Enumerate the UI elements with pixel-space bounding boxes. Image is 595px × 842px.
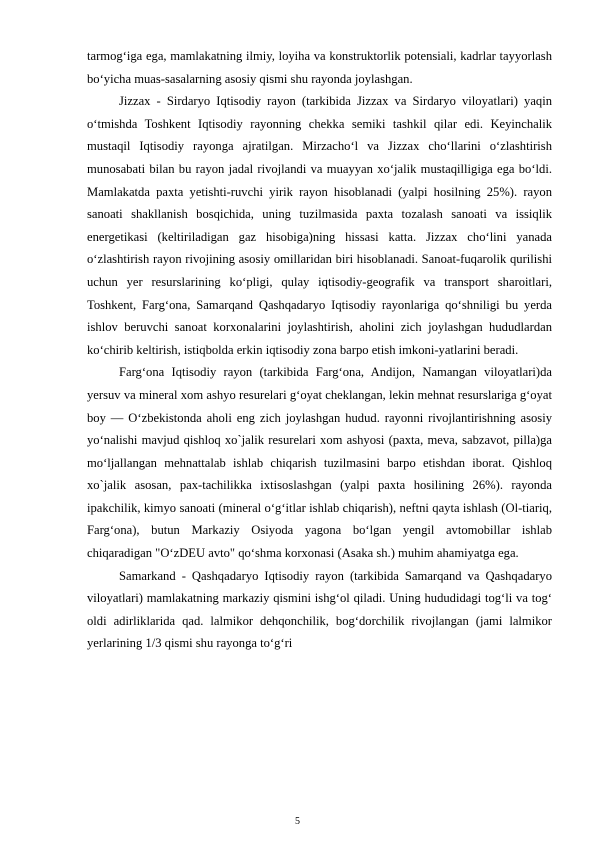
paragraph-continuation: tarmog‘iga ega, mamlakatning ilmiy, loyiha va konstruktorlik potensiali, kadrlar tayyorlash bo‘yicha muas-sasalarning asosiy qismi shu rayonda joylashgan. — [87, 49, 552, 86]
document-body — [87, 45, 552, 655]
paragraph-jizzax-sirdaryo: Jizzax - Sirdaryo Iqtisodiy rayon (tarkibida Jizzax va Sirdaryo viloyatlari) yaqin o‘tmishda Toshkent Iqtisodiy rayonning chekka semiki tashkil qilar edi. Keyinchalik mustaqil Iqtisodiy rayonga ajratilgan. Mirzacho‘l va Jizzax cho‘llarini o‘zlashtirish munosabati bilan bu rayon jadal rivojlandi va muayyan xo‘jalik mustaqilligiga ega bo‘ldi. Mamlakatda paxta yetishti-ruvchi yirik rayon hisoblanadi (yalpi hosilning 25%). rayon sanoati shakllanish bosqichida, uning tuzilmasida paxta tozalash sanoati va issiqlik energetikasi (keltiriladigan gaz hisobiga)ning hissasi katta. Jizzax cho‘lini yanada o‘zlashtirish rayon rivojining asosiy omillaridan biri hisoblanadi. Sanoat-fuqarolik qurilishi uchun yer resurslarining ko‘pligi, qulay iqtisodiy-geografik va transport sharoitlari, Toshkent, Farg‘ona, Samarqand Qashqadaryo Iqtisodiy rayonlariga qo‘shniligi bu yerda ishlov beruvchi sanoat korxonalarini joylashtirish, aholini zich joylashgan hududlardan ko‘chirib keltirish, istiqbolda erkin iqtisodiy zona barpo etish imkoni-yatlarini beradi. — [87, 94, 552, 357]
page-number: 5 — [295, 816, 300, 827]
paragraph-samarkand-qashqadaryo: Samarkand - Qashqadaryo Iqtisodiy rayon (tarkibida Samarqand va Qashqadaryo viloyatlari) mamlakatning markaziy qismini ishg‘ol qiladi. Uning hududidagi tog‘li va tog‘ oldi adirliklarida qad. lalmikor dehqonchilik, bog‘dorchilik rivojlangan (jami lalmikor yerlarining 1/3 qismi shu rayonga to‘g‘ri — [87, 568, 552, 651]
paragraph-fargona: Farg‘ona Iqtisodiy rayon (tarkibida Farg‘ona, Andijon, Namangan viloyatlari)da yersuv va mineral xom ashyo resurelari g‘oyat cheklangan, lekin mehnat resurslariga g‘oyat boy — O‘zbekistonda aholi eng zich joylashgan hudud. rayonni rivojlantirishning asosiy yo‘nalishi mavjud qishloq xo`jalik resurelari xom ashyosi (paxta, meva, sabzavot, pilla)ga mo‘ljallangan mehnattalab ishlab chiqarish tuzilmasini barpo etishdan iborat. Qishloq xo`jalik asosan, pax-tachilikka ixtisoslashgan (yalpi paxta hosilining 26%). rayonda ipakchilik, kimyo sanoati (mineral o‘g‘itlar ishlab chiqarish), neftni qayta ishlash (Ol-tiariq, Farg‘ona), butun Markaziy Osiyoda yagona bo‘lgan yengil avtomobillar ishlab chiqaradigan "O‘zDEU avto" qo‘shma korxonasi (Asaka sh.) muhim ahamiyatga ega. — [87, 365, 552, 561]
